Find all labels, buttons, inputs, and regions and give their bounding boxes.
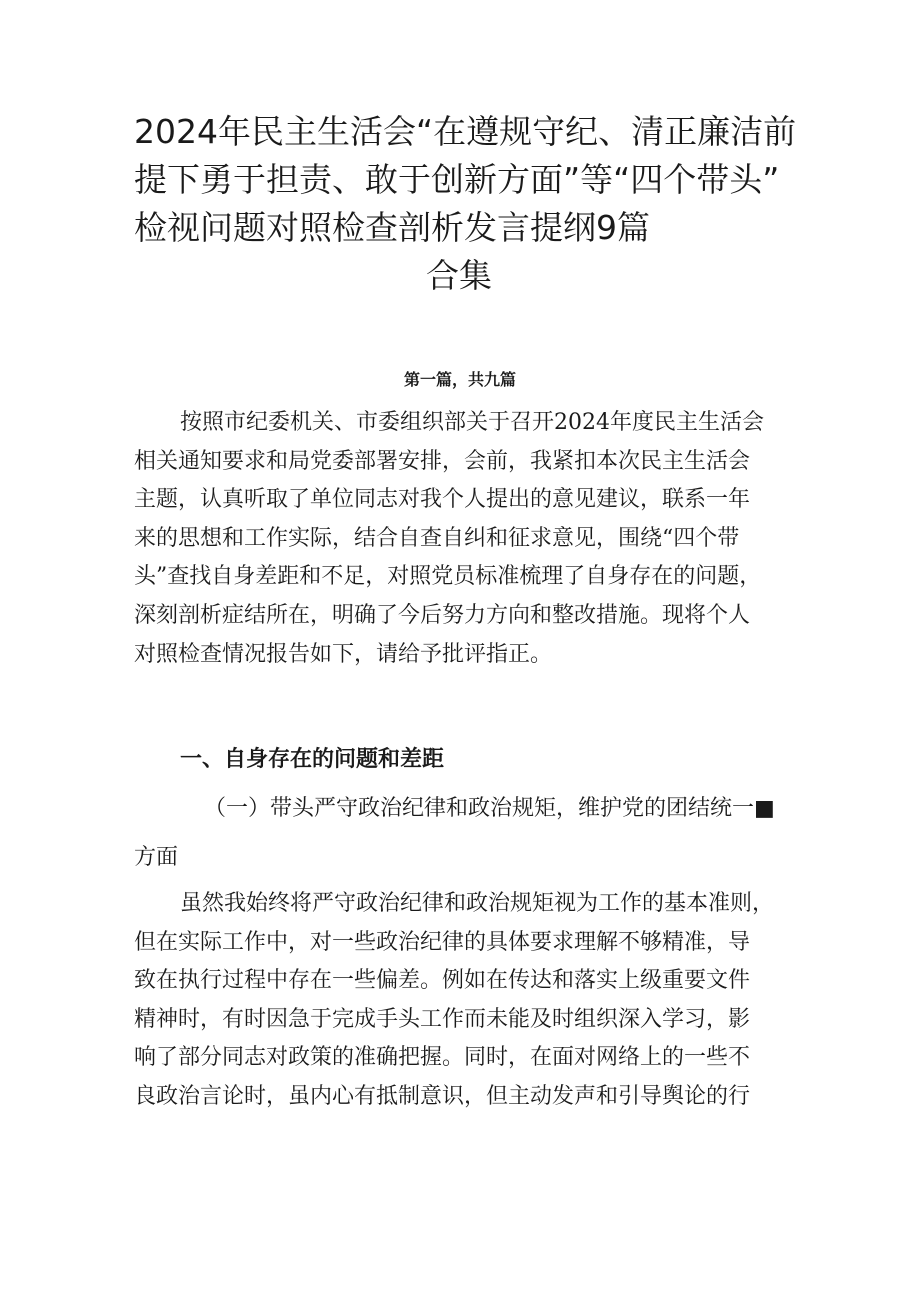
part-subtitle: 第一篇，共九篇: [403, 370, 516, 389]
subsection-heading-line: （一）带头严守政治纪律和政治规矩，维护党的团结统一■: [204, 796, 775, 821]
text-line: 致在执行过程中存在一些偏差。例如在传达和落实上级重要文件: [134, 968, 751, 994]
subsection-heading-line: 方面: [134, 844, 179, 870]
text-line: 对照检查情况报告如下，请给予批评指正。: [134, 641, 553, 667]
title-line: 合集: [426, 256, 492, 295]
text-line: 精神时，有时因急于完成手头工作而未能及时组织深入学习，影: [134, 1006, 751, 1032]
intro-paragraph: [134, 404, 794, 674]
text-line: 主题，认真听取了单位同志对我个人提出的意见建议，联系一年: [134, 487, 751, 513]
body-paragraph: [134, 885, 794, 1117]
text-line: 但在实际工作中，对一些政治纪律的具体要求理解不够精准，导: [134, 929, 751, 955]
text-line: 按照市纪委机关、市委组织部关于召开2024年度民主生活会: [180, 410, 764, 435]
document-title: [134, 108, 814, 300]
text-line: 头”查找自身差距和不足，对照党员标准梳理了自身存在的问题，: [134, 564, 762, 590]
text-line: 深刻剖析症结所在，明确了今后努力方向和整改措施。现将个人: [134, 602, 751, 628]
title-line: 检视问题对照检查剖析发言提纲9篇: [134, 208, 650, 247]
subsection-heading: [134, 790, 794, 877]
text-line: 来的思想和工作实际，结合自查自纠和征求意见，围绕“四个带: [134, 525, 740, 551]
text-line: 虽然我始终将严守政治纪律和政治规矩视为工作的基本准则，: [180, 891, 775, 916]
text-line: 响了部分同志对政策的准确把握。同时，在面对网络上的一些不: [134, 1045, 751, 1071]
section-heading-text: 一、自身存在的问题和差距: [180, 747, 445, 772]
title-line: 2024年民主生活会“在遵规守纪、清正廉洁前: [134, 112, 797, 151]
text-line: 良政治言论时，虽内心有抵制意识，但主动发声和引导舆论的行: [134, 1083, 751, 1109]
title-line: 提下勇于担责、敢于创新方面”等“四个带头”: [134, 160, 780, 199]
text-line: 相关通知要求和局党委部署安排，会前，我紧扣本次民主生活会: [134, 448, 751, 474]
section-heading: [134, 741, 794, 780]
